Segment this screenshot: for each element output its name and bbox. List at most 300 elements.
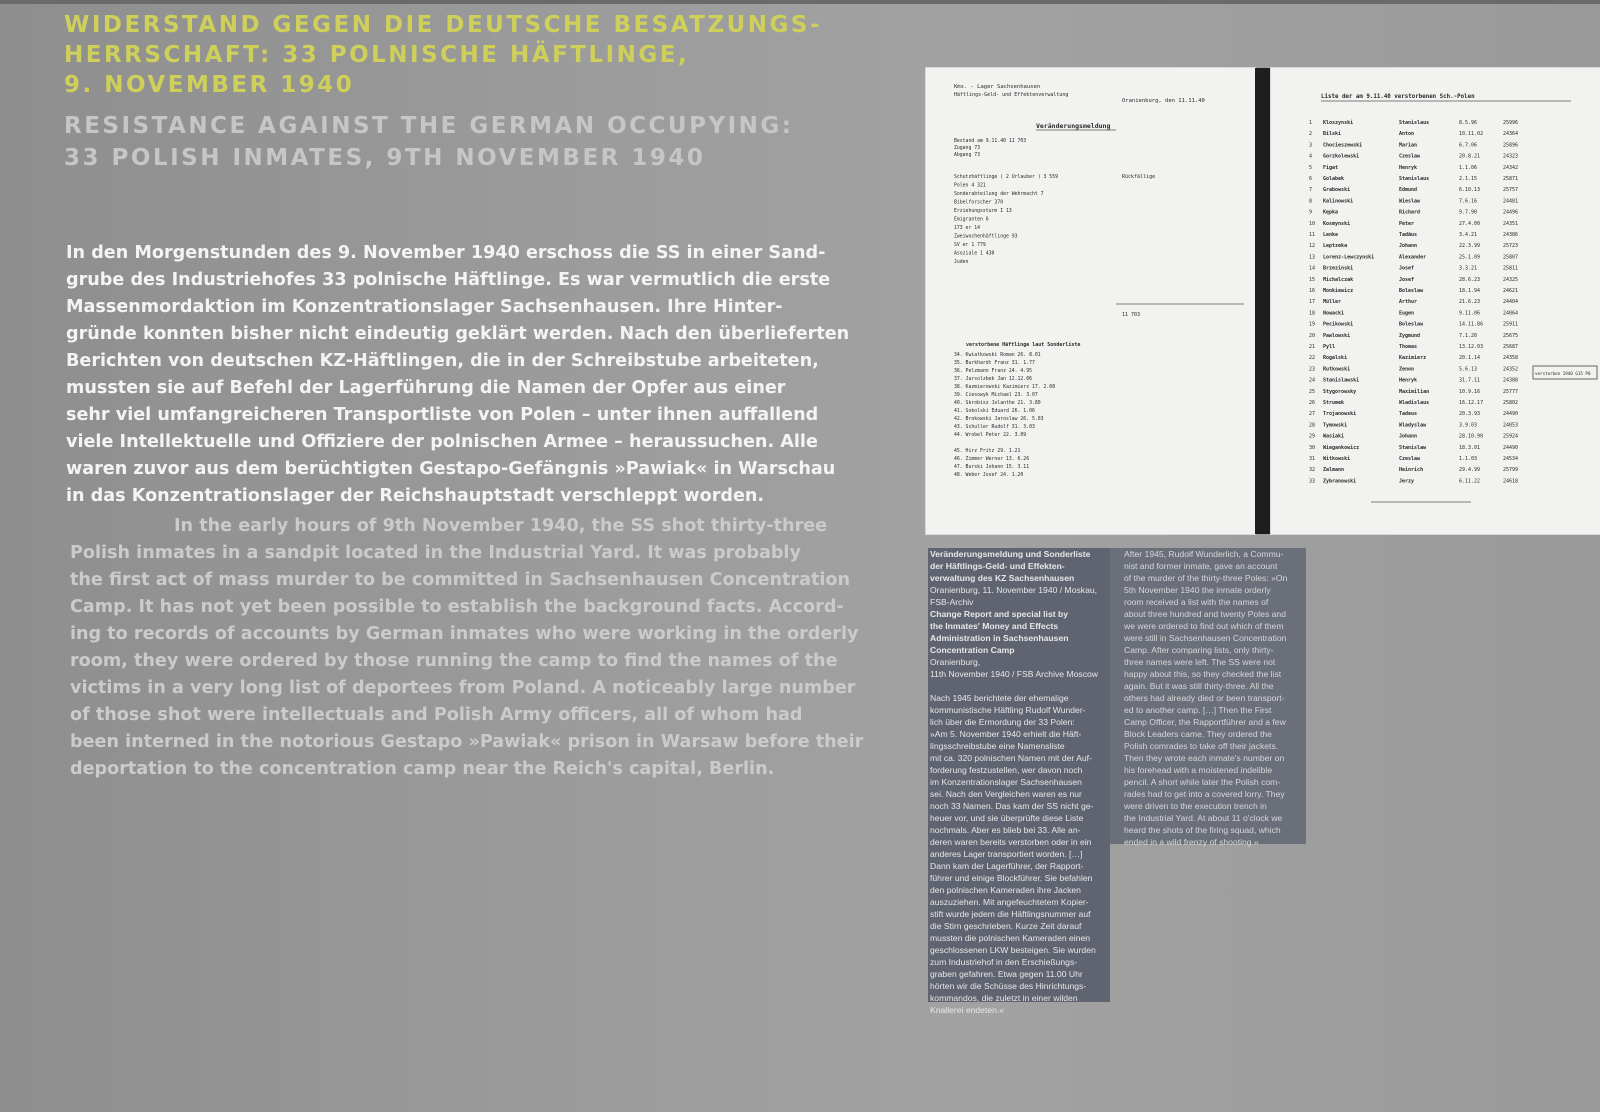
caption-quote-line: forderung festzustellen, wer davon noch [930,765,1083,775]
caption-quote-line: his forehead with a moistened indelible [1124,765,1273,775]
list-row-surname: Tymowski [1323,422,1348,429]
list-row-firstname: Eugen [1399,310,1415,317]
list-row-inmate-number: 24352 [1503,366,1519,373]
document-entry: Zweiwochenhäftlinge 93 [954,234,1018,240]
document-header: Häftlings-Geld- und Effektenverwaltung [954,92,1069,98]
caption-quote-line: deren waren bereits verstorben oder in ein [930,837,1092,847]
list-row-birthdate: 28.10.90 [1459,433,1484,440]
list-row-inmate-number: 24064 [1503,310,1519,317]
document-list-row: 48. Weber Josef 24. 1.20 [954,473,1024,478]
list-row-surname: Witkowski [1323,456,1351,462]
list-row-firstname: Anton [1399,131,1415,138]
list-row-surname: Trojanowski [1323,411,1357,418]
caption-quote-line: After 1945, Rudolf Wunderlich, a Commu- [1124,549,1284,559]
list-row-inmate-number: 25799 [1503,467,1519,474]
list-row-number: 33 [1309,478,1316,485]
list-row-birthdate: 13.12.03 [1459,344,1484,350]
list-row-birthdate: 3.4.21 [1459,232,1478,238]
caption-quote-line: room received a list with the names of [1124,597,1269,607]
caption-quote-line: die Stirn geschrieben. Kurze Zeit darauf [930,921,1082,931]
caption-quote-line: were driven to the execution trench in [1124,801,1267,811]
list-row-number: 9 [1309,209,1313,216]
list-row-number: 5 [1309,164,1313,171]
list-row-surname: Strumek [1323,400,1345,406]
list-row-inmate-number: 25723 [1503,243,1519,250]
list-row-firstname: Zygmund [1399,332,1421,339]
document-list-title: verstorbene Häftlinge laut Sonderliste [966,342,1081,348]
document-list-row: 40. Skrobisz Jolanthe 21. 3.80 [954,401,1041,406]
title-german-line: WIDERSTAND GEGEN DIE DEUTSCHE BESATZUNGS- [64,12,823,38]
list-row-surname: Bilski [1323,131,1342,138]
document-list-row: 36. Pelzmann Franz 24. 4.95 [954,369,1032,374]
document-entry: 173 er 14 [954,226,980,231]
document-header: Kms. - Lager Sachsenhausen [954,84,1041,90]
list-row-firstname: Edmund [1399,187,1418,194]
list-row-firstname: Maximilian [1399,388,1430,395]
document-date: Oranienburg, den 11.11.40 [1122,98,1205,104]
caption-source-line: 11th November 1940 / FSB Archive Moscow [930,669,1098,679]
list-row-inmate-number: 25802 [1503,400,1519,406]
list-row-number: 32 [1309,467,1316,474]
list-row-firstname: Stanislaus [1399,120,1430,126]
list-row-number: 12 [1309,243,1316,250]
caption-quote-line: den polnischen Kameraden ihre Jacken [930,885,1081,895]
list-row-surname: Lorenz-Lewczynski [1323,254,1375,261]
body-line: of those shot were intellectuals and Polish Army officers, all of whom had [70,705,803,725]
document-list-row: 45. Hirz Fritz 29. 1.21 [954,449,1021,454]
list-row-firstname: Marian [1399,142,1418,149]
document-entry: Erziehungssturm I 13 [954,209,1012,214]
list-row-inmate-number: 25896 [1503,142,1519,149]
list-row-birthdate: 28.6.23 [1459,276,1481,283]
body-line: gründe konnten bisher nicht eindeutig geklärt werden. Nach den überlieferten [66,324,850,344]
caption-source-line: Oranienburg, [930,657,981,667]
list-row-surname: Wiegankowicz [1323,444,1360,451]
list-row-surname: Zalmann [1323,467,1345,474]
caption-quote-line: heuer vor, und sie überprüfte diese Liste [930,813,1084,823]
document-change-report [926,68,1255,534]
caption-quote-line: anderes Lager transportiert worden. […] [930,849,1083,859]
document-list-row: 38. Kazmierowski Kazimierz 17. 2.08 [954,385,1056,390]
list-row-inmate-number: 25757 [1503,187,1519,194]
body-line: victims in a very long list of deportees from Poland. A noticeably large number [70,678,856,698]
caption-german [928,548,1110,1015]
caption-english [1110,548,1306,847]
list-row-number: 28 [1309,422,1316,429]
document-list-row: 46. Zimmer Werner 13. 6.26 [954,457,1030,462]
list-row-birthdate: 8.5.96 [1459,120,1478,126]
list-row-number: 30 [1309,444,1316,451]
document-list-row: 41. Sokolski Eduard 26. 1.06 [954,409,1035,414]
list-row-inmate-number: 24404 [1503,299,1519,306]
document-list-row: 37. Jarsolzbek Jan 12.12.06 [954,377,1032,382]
list-row-number: 6 [1309,176,1313,182]
title-german-line: 9. NOVEMBER 1940 [64,72,355,98]
document-list-row: 47. Burski Johann 15. 3.11 [954,465,1030,470]
list-row-number: 23 [1309,366,1316,373]
document-list-row: 35. Burkhardt Franz 31. 1.77 [954,361,1035,366]
list-row-inmate-number: 24358 [1503,355,1519,362]
list-row-firstname: Henryk [1399,377,1418,384]
list-row-number: 11 [1309,232,1316,238]
document-special-list [1271,68,1600,534]
list-row-birthdate: 25.1.09 [1459,254,1481,261]
caption-quote-line: rades had to get into a covered lorry. They [1124,789,1285,799]
list-row-birthdate: 10.11.02 [1459,131,1484,138]
document-entry: Polen 4 321 [954,183,986,189]
list-row-surname: Wasiaki [1323,433,1345,440]
list-row-birthdate: 27.4.00 [1459,220,1481,227]
caption-quote-line: were still in Sachsenhausen Concentration [1124,633,1287,643]
list-row-inmate-number: 24621 [1503,288,1519,294]
list-row-birthdate: 18.3.01 [1459,444,1481,451]
list-row-surname: Pyll [1323,344,1336,350]
caption-quote-line: Camp. After comparing lists, only thirty- [1124,645,1274,655]
list-row-birthdate: 6.7.06 [1459,142,1478,149]
caption-quote-line: Block Leaders came. They ordered the [1124,729,1272,739]
caption-title-line: Change Report and special list by [930,609,1069,619]
list-row-firstname: Kazimierz [1399,355,1427,362]
caption-quote-line: Then they wrote each inmate's number on [1124,753,1285,763]
document-change-report-scan [926,68,1255,534]
caption-quote-line: geschlossenen LKW besteigen. Sie wurden [930,945,1096,955]
list-row-inmate-number: 25807 [1503,254,1519,261]
list-row-birthdate: 21.6.23 [1459,299,1481,306]
list-row-birthdate: 20.8.21 [1459,153,1481,160]
document-entry: Sonderabteilung der Wehrmacht 7 [954,192,1044,197]
caption-quote-line: führer und einige Blockführer. Sie befahlen [930,873,1093,883]
caption-quote-line: ended in a wild frenzy of shooting.« [1124,837,1259,847]
list-row-firstname: Stanislaus [1399,176,1430,182]
caption-title-line: Concentration Camp [930,645,1015,655]
document-entry: Asoziale 1 430 [954,251,995,257]
caption-source-line: Oranienburg, 11. November 1940 / Moskau, [930,585,1098,595]
caption-quote-line: of the murder of the thirty-three Poles: »On [1124,573,1288,583]
document-entry: SV er 1 779 [954,243,986,248]
title-german-line: HERRSCHAFT: 33 POLNISCHE HÄFTLINGE, [64,42,690,68]
list-row-surname: Nowacki [1323,310,1345,317]
caption-source-line: FSB-Archiv [930,597,974,607]
list-row-inmate-number: 24325 [1503,276,1519,283]
list-row-surname: Stanislawski [1323,377,1360,384]
list-row-number: 8 [1309,198,1313,205]
caption-quote-line: mussten die polnischen Kameraden einen [930,933,1091,943]
list-row-firstname: Johann [1399,243,1418,250]
list-row-firstname: Johann [1399,433,1418,440]
list-row-surname: Monkiewicz [1323,288,1354,294]
document-list-row: 34. Kwiatkowski Roman 26. 8.01 [954,353,1041,358]
list-row-birthdate: 1.1.06 [1459,164,1478,171]
list-row-birthdate: 9.7.90 [1459,209,1478,216]
list-row-surname: Kloszynski [1323,120,1354,126]
body-text-german [66,240,866,510]
list-row-firstname: Wladyslaw [1399,422,1427,429]
document-list-row: 39. Ciesowyk Michael 23. 3.07 [954,393,1038,398]
list-row-firstname: Heinrich [1399,467,1424,474]
list-row-surname: Chocieszewski [1323,142,1363,149]
body-line: Polish inmates in a sandpit located in the Industrial Yard. It was probably [70,543,801,563]
list-row-inmate-number: 24053 [1503,422,1519,429]
list-row-birthdate: 7.1.20 [1459,332,1478,339]
list-row-birthdate: 14.11.86 [1459,321,1484,328]
list-row-number: 10 [1309,220,1316,227]
caption-title-line: verwaltung des KZ Sachsenhausen [930,573,1075,583]
caption-title-line: the Inmates' Money and Effects [930,621,1059,631]
list-row-firstname: Tadeus [1399,411,1418,418]
list-row-birthdate: 6.11.22 [1459,478,1481,485]
document-column-label: Rückfällige [1122,174,1156,180]
list-row-inmate-number: 25777 [1503,388,1519,395]
list-row-birthdate: 20.1.14 [1459,355,1481,362]
document-list-row: 42. Brokowski Jaroslaw 26. 5.03 [954,417,1044,422]
list-row-birthdate: 9.11.06 [1459,310,1481,317]
body-line: viele Intellektuelle und Offiziere der polnischen Armee – heraussuchen. Alle [66,432,818,452]
list-row-surname: Pawlowski [1323,332,1351,339]
list-row-surname: Rogalski [1323,355,1348,362]
list-row-birthdate: 3.9.03 [1459,422,1478,429]
list-row-surname: Kępka [1323,209,1339,216]
caption-quote-line: hörten wir die Schüsse des Hinrichtungs- [930,981,1087,991]
list-row-number: 14 [1309,265,1316,272]
list-row-firstname: Peter [1399,220,1415,227]
list-row-number: 29 [1309,433,1316,440]
list-row-number: 27 [1309,411,1316,418]
title-german [64,10,844,100]
list-row-inmate-number: 24534 [1503,456,1519,462]
body-line: Camp. It has not yet been possible to establish the background facts. Accord- [70,597,844,617]
document-list-row: 43. Schuller Rudolf 31. 3.03 [954,425,1035,430]
list-row-inmate-number: 25924 [1503,433,1519,440]
list-row-number: 3 [1309,142,1313,149]
list-row-birthdate: 2.1.15 [1459,176,1478,182]
list-row-inmate-number: 24388 [1503,377,1519,384]
list-row-number: 17 [1309,299,1316,306]
caption-quote-line: Camp Officer, the Rapportführer and a few [1124,717,1286,727]
list-row-birthdate: 22.3.99 [1459,243,1481,250]
list-row-surname: Michalczak [1323,276,1354,283]
list-row-surname: Kalinowski [1323,198,1354,205]
list-row-birthdate: 18.1.94 [1459,288,1481,294]
list-row-inmate-number: 24351 [1503,220,1519,227]
caption-quote-line: kommandos, die zuletzt in einer wilden [930,993,1078,1003]
caption-quote-line: Polish comrades to take off their jackets. [1124,741,1279,751]
list-row-surname: Lenke [1323,232,1339,238]
caption-quote-line: sei. Nach den Vergleichen waren es nur [930,789,1082,799]
body-line: in das Konzentrationslager der Reichshauptstadt verschleppt worden. [66,486,765,506]
list-row-number: 25 [1309,388,1316,395]
caption-quote-line: again. But it was still thirty-three. All the [1124,681,1274,691]
body-line: Massenmordaktion im Konzentrationslager Sachsenhausen. Ihre Hinter- [66,297,783,317]
list-row-birthdate: 5.6.13 [1459,366,1478,373]
caption-quote-line: Knallerei endeten.« [930,1005,1005,1015]
list-row-inmate-number: 25911 [1503,321,1519,328]
list-row-firstname: Josef [1399,276,1415,283]
list-row-number: 31 [1309,456,1316,462]
caption-quote-line: lingsschreibstube eine Namensliste [930,741,1065,751]
list-row-inmate-number: 24323 [1503,153,1519,160]
body-line: been interned in the notorious Gestapo »Pawiak« prison in Warsaw before their [70,732,864,752]
document-entry: Abgang 73 [954,153,980,158]
caption-quote-line: auszuziehen. Mit angefeuchtetem Kopier- [930,897,1089,907]
document-stamp: verstorben 1940 G15 P0 [1535,371,1591,376]
caption-title-line: Veränderungsmeldung und Sonderliste [930,549,1091,559]
caption-quote-line: about three hundred and twenty Poles and [1124,609,1286,619]
list-row-number: 2 [1309,131,1313,138]
caption-quote-line: nochmals. Aber es blieb bei 33. Alle an- [930,825,1081,835]
list-row-number: 15 [1309,276,1316,283]
list-row-inmate-number: 24490 [1503,411,1519,418]
list-row-number: 22 [1309,355,1316,362]
caption-quote-line: mit ca. 320 polnischen Namen mit der Auf- [930,753,1092,763]
list-row-birthdate: 31.7.11 [1459,377,1481,384]
list-row-firstname: Arthur [1399,299,1418,306]
body-line: grube des Industriehofes 33 polnische Häftlinge. Es war vermutlich die erste [66,270,831,290]
panel-top-edge [0,0,1600,4]
list-row-number: 24 [1309,377,1316,384]
caption-quote-line: im Konzentrationslager Sachsenhausen [930,777,1082,787]
title-english-line: RESISTANCE AGAINST THE GERMAN OCCUPYING: [64,113,794,139]
caption-spacer [930,680,1108,692]
list-row-firstname: Stanislaw [1399,444,1427,451]
list-row-firstname: Jerzy [1399,478,1415,485]
list-row-surname: Gorzkolewski [1323,153,1360,160]
caption-quote-line: lich über die Ermordung der 33 Polen: [930,717,1075,727]
body-line: In the early hours of 9th November 1940, the SS shot thirty-three [174,516,828,536]
list-row-surname: Figat [1323,164,1339,171]
body-line: In den Morgenstunden des 9. November 1940 erschoss die SS in einer Sand- [66,243,826,263]
list-row-firstname: Czeslaw [1399,153,1421,160]
list-row-number: 1 [1309,120,1313,126]
list-row-inmate-number: 25996 [1503,120,1519,126]
list-row-inmate-number: 24481 [1503,198,1519,205]
document-total: 11 703 [1122,312,1141,318]
body-line: deportation to the concentration camp near the Reich's capital, Berlin. [70,759,775,779]
list-row-inmate-number: 25687 [1503,344,1519,350]
list-row-birthdate: 3.3.21 [1459,265,1478,272]
list-row-surname: Rutkowski [1323,366,1351,373]
caption-quote-line: ed to another camp. […] Then the First [1124,705,1272,715]
list-row-inmate-number: 25871 [1503,176,1519,182]
list-row-inmate-number: 24342 [1503,164,1519,171]
caption-quote-line: happy about this, so they checked the list [1124,669,1282,679]
caption-quote-line: three names were left. The SS were not [1124,657,1276,667]
list-row-birthdate: 20.3.93 [1459,411,1481,418]
list-row-birthdate: 10.9.16 [1459,388,1481,395]
title-english-line: 33 POLISH INMATES, 9TH NOVEMBER 1940 [64,145,706,171]
list-row-firstname: Wieslaw [1399,198,1421,205]
list-row-number: 7 [1309,187,1313,194]
list-row-number: 26 [1309,400,1316,406]
caption-quote-line: nist and former inmate, gave an account [1124,561,1278,571]
list-row-birthdate: 1.1.03 [1459,456,1478,462]
list-row-birthdate: 29.4.99 [1459,467,1481,474]
list-row-inmate-number: 24386 [1503,232,1519,238]
body-line: waren zuvor aus dem berüchtigten Gestapo-Gefängnis »Pawiak« in Warschau [66,459,836,479]
list-row-firstname: Thomas [1399,344,1418,350]
list-row-firstname: Wladislaus [1399,400,1430,406]
list-row-surname: Zybranowski [1323,478,1357,485]
list-row-firstname: Czeslaw [1399,456,1421,462]
body-line: mussten sie auf Befehl der Lagerführung die Namen der Opfer aus einer [66,378,786,398]
caption-quote-line: others had already died or been transport- [1124,693,1285,703]
document-entry: Zugang 73 [954,146,980,151]
caption-quote-line: kommunistische Häftling Rudolf Wunder- [930,705,1086,715]
list-row-birthdate: 7.6.16 [1459,198,1478,205]
list-row-number: 20 [1309,332,1316,339]
caption-quote-line: Nach 1945 berichtete der ehemalige [930,693,1069,703]
caption-quote-line: 5th November 1940 the inmate orderly [1124,585,1271,595]
body-line: sehr viel umfangreicheren Transportliste von Polen – unter ihnen auffallend [66,405,819,425]
list-row-firstname: Tadäus [1399,232,1418,238]
list-row-number: 18 [1309,310,1316,317]
body-line: Berichten von deutschen KZ-Häftlingen, die in der Schreibstube arbeiteten, [66,351,819,371]
list-row-surname: Leptzeka [1323,243,1348,250]
list-row-firstname: Henryk [1399,164,1418,171]
list-row-surname: Golabek [1323,176,1345,182]
document-heading: Liste der am 9.11.40 verstorbenen Sch.-Polen [1321,94,1475,100]
list-row-surname: Brzezinski [1323,265,1354,272]
caption-quote-line: stift wurde jedem die Häftlingsnummer auf [930,909,1091,919]
body-text-english [70,513,870,783]
list-row-inmate-number: 24618 [1503,478,1519,485]
document-special-list-scan [1271,68,1600,534]
caption-quote-line: we were ordered to find out which of them [1124,621,1284,631]
list-row-surname: Müller [1323,299,1342,306]
body-line: ing to records of accounts by German inmates who were working in the orderly [70,624,859,644]
list-row-inmate-number: 25675 [1503,332,1519,339]
caption-quote-line: »Am 5. November 1940 erhielt die Häft- [930,729,1082,739]
caption-quote-line: zum Industriehof in den Erschießungs- [930,957,1078,967]
caption-quote-line: Dann kam der Lagerführer, der Rapport- [930,861,1084,871]
list-row-birthdate: 6.10.13 [1459,187,1481,194]
list-row-inmate-number: 24364 [1503,131,1519,138]
caption-quote-line: noch 33 Namen. Das kam der SS nicht ge- [930,801,1094,811]
list-row-inmate-number: 24490 [1503,444,1519,451]
title-english [64,110,844,174]
caption-title-line: Administration in Sachsenhausen [930,633,1069,643]
caption-title-line: der Häftlings-Geld- und Effekten- [930,561,1065,571]
caption-quote-line: pencil. A short while later the Polish com- [1124,777,1281,787]
list-row-surname: Pecikowski [1323,321,1354,328]
list-row-surname: Stygorowsky [1323,388,1357,395]
list-row-firstname: Boleslaw [1399,321,1424,328]
body-line: room, they were ordered by those running the camp to find the names of the [70,651,838,671]
list-row-firstname: Richard [1399,209,1421,216]
list-row-firstname: Zenon [1399,366,1415,373]
list-row-inmate-number: 24496 [1503,209,1519,216]
list-row-surname: Grabowski [1323,187,1351,194]
document-entry: Schutzhäftlinge ( 2 Urlauber ) 3 559 [954,175,1058,180]
body-line: the first act of mass murder to be committed in Sachsenhausen Concentration [70,570,851,590]
document-entry: Emigranten 6 [954,217,989,223]
document-entry: Juden [954,260,969,265]
list-row-number: 19 [1309,321,1316,328]
document-divider [1255,68,1271,534]
document-entry: Bibelforscher 370 [954,200,1004,206]
list-row-number: 16 [1309,288,1316,294]
list-row-inmate-number: 25811 [1503,265,1519,272]
list-row-number: 21 [1309,344,1316,350]
list-row-number: 13 [1309,254,1316,261]
list-row-birthdate: 16.12.17 [1459,400,1484,406]
list-row-number: 4 [1309,153,1313,160]
document-heading: Veränderungsmeldung [1036,122,1111,130]
caption-quote-line: heard the shots of the firing squad, which [1124,825,1281,835]
list-row-firstname: Boleslaw [1399,288,1424,294]
list-row-firstname: Alexander [1399,254,1427,261]
document-list-row: 44. Wrobel Peter 22. 3.09 [954,433,1027,438]
document-entry: Bestand am 9.11.40 11 703 [954,139,1027,144]
